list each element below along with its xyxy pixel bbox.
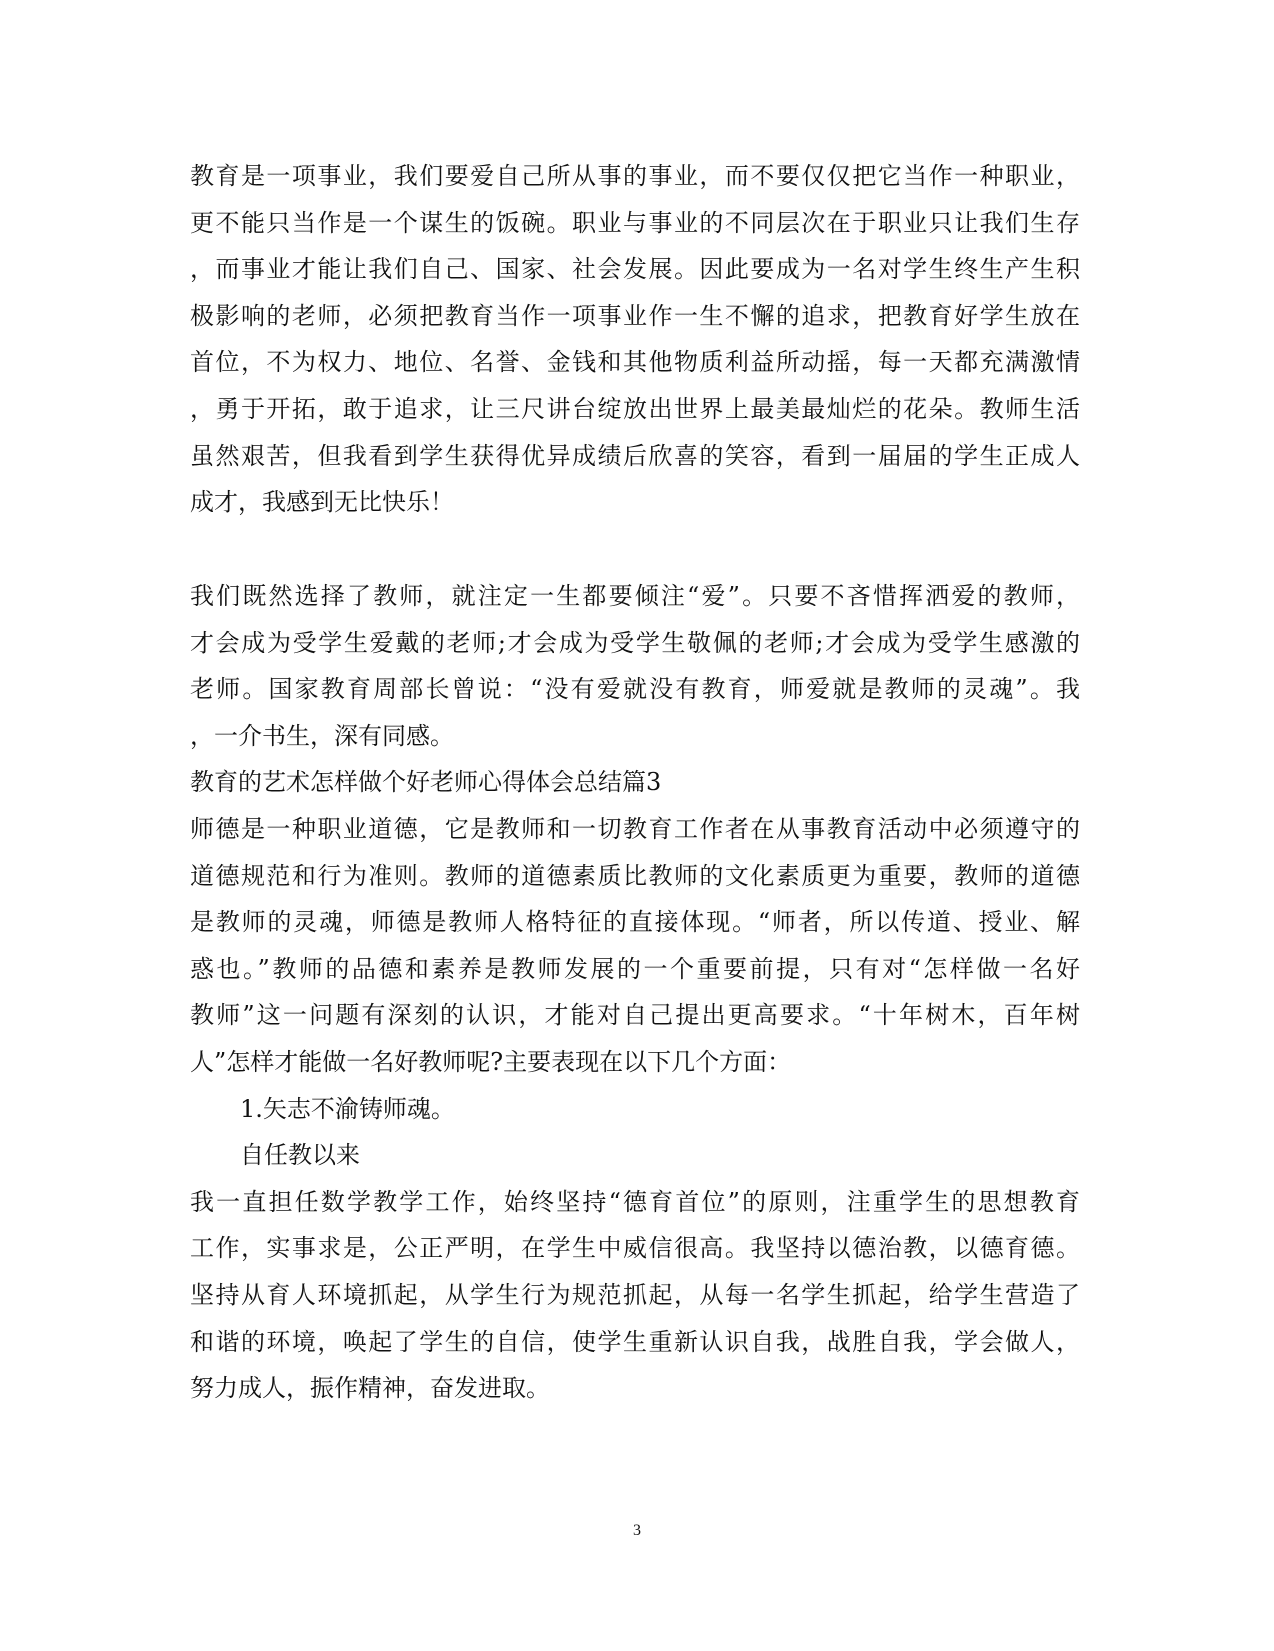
text-line: ，一介书生，深有同感。 xyxy=(190,722,454,750)
text-line: 教育是一项事业，我们要爱自己所从事的事业，而不要仅仅把它当作一种职业， xyxy=(190,162,1080,190)
text-line: ，而事业才能让我们自己、国家、社会发展。因此要成为一名对学生终生产生积 xyxy=(190,255,1080,283)
text-line: 是教师的灵魂，师德是教师人格特征的直接体现。“师者，所以传道、授业、解 xyxy=(190,908,1080,936)
text-line: 道德规范和行为准则。教师的道德素质比教师的文化素质更为重要，教师的道德 xyxy=(190,862,1080,890)
text-line: 人”怎样才能做一名好教师呢?主要表现在以下几个方面： xyxy=(190,1048,792,1076)
text-line: 自任教以来 xyxy=(240,1141,360,1169)
text-line: 虽然艰苦，但我看到学生获得优异成绩后欣喜的笑容，看到一届届的学生正成人 xyxy=(190,442,1080,470)
text-line: 努力成人，振作精神，奋发进取。 xyxy=(190,1374,550,1402)
text-line: 更不能只当作是一个谋生的饭碗。职业与事业的不同层次在于职业只让我们生存 xyxy=(190,209,1080,237)
text-line: ，勇于开拓，敢于追求，让三尺讲台绽放出世界上最美最灿烂的花朵。教师生活 xyxy=(190,395,1080,423)
text-line: 和谐的环境，唤起了学生的自信，使学生重新认识自我，战胜自我，学会做人， xyxy=(190,1328,1080,1356)
text-line: 才会成为受学生爱戴的老师;才会成为受学生敬佩的老师;才会成为受学生感激的 xyxy=(190,629,1080,657)
text-line: 教师”这一问题有深刻的认识，才能对自己提出更高要求。“十年树木，百年树 xyxy=(190,1001,1080,1029)
text-line: 首位，不为权力、地位、名誉、金钱和其他物质利益所动摇，每一天都充满激情 xyxy=(190,348,1080,376)
text-line: 坚持从育人环境抓起，从学生行为规范抓起，从每一名学生抓起，给学生营造了 xyxy=(190,1281,1080,1309)
list-item: 1.矢志不渝铸师魂。 xyxy=(240,1095,455,1123)
section-heading: 教育的艺术怎样做个好老师心得体会总结篇3 xyxy=(190,768,662,796)
text-line: 我们既然选择了教师，就注定一生都要倾注“爱”。只要不吝惜挥洒爱的教师， xyxy=(190,582,1080,610)
text-line: 极影响的老师，必须把教育当作一项事业作一生不懈的追求，把教育好学生放在 xyxy=(190,302,1080,330)
page-number: 3 xyxy=(633,1522,641,1539)
text-line: 师德是一种职业道德，它是教师和一切教育工作者在从事教育活动中必须遵守的 xyxy=(190,815,1080,843)
text-line: 老师。国家教育周部长曾说：“没有爱就没有教育，师爱就是教师的灵魂”。我 xyxy=(190,675,1080,703)
text-line: 工作，实事求是，公正严明，在学生中威信很高。我坚持以德治教，以德育德。 xyxy=(190,1234,1080,1262)
text-line: 我一直担任数学教学工作，始终坚持“德育首位”的原则，注重学生的思想教育 xyxy=(190,1188,1080,1216)
text-line: 惑也。”教师的品德和素养是教师发展的一个重要前提，只有对“怎样做一名好 xyxy=(190,955,1080,983)
text-line: 成才，我感到无比快乐！ xyxy=(190,488,454,516)
